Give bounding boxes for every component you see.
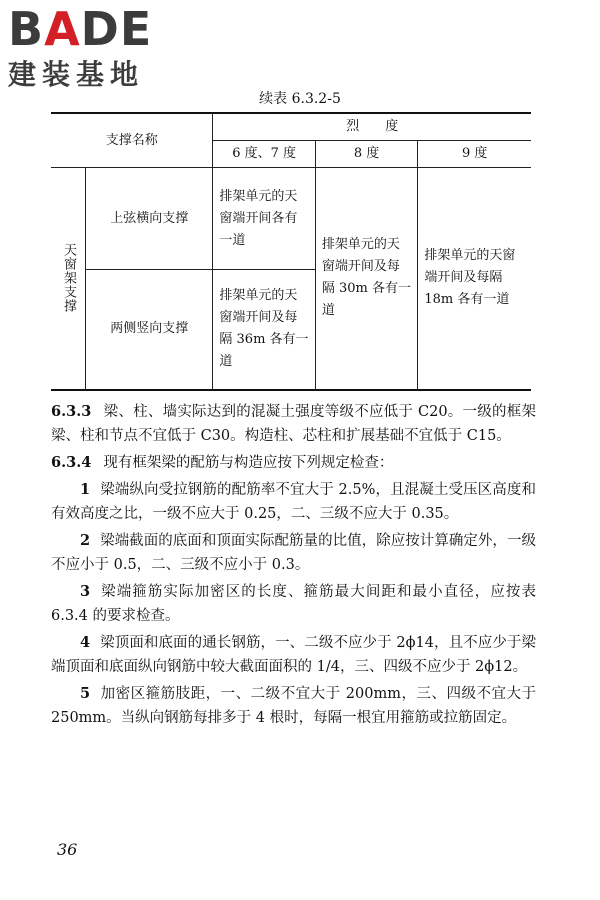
table-caption: 续表 6.3.2-5 — [259, 91, 341, 107]
logo-wordmark: BADE — [8, 2, 153, 56]
row-vertical-support-6-7: 排架单元的天窗端开间及每隔 36m 各有一道 — [213, 270, 315, 390]
section-6-3-4: 6.3.4 现有框架梁的配筋与构造应按下列规定检查： — [51, 454, 394, 471]
body-text — [51, 400, 536, 733]
list-item: 2 梁端截面的底面和顶面实际配筋量的比值，除应按计算确定外，一级不应小于 0.5，二、三级不应小于 0.3。 — [51, 532, 536, 573]
header-9-degree: 9 度 — [418, 141, 531, 168]
list-item: 1 梁端纵向受拉钢筋的配筋率不宜大于 2.5%，且混凝土受压区高度和有效高度之比，一级不应大于 0.25，二、三级不应大于 0.35。 — [51, 481, 536, 522]
merged-8-degree-cell: 排架单元的天窗端开间及每隔 30m 各有一道 — [315, 168, 417, 390]
row-vertical-support-name: 两侧竖向支撑 — [86, 270, 213, 390]
list-item: 3 梁端箍筋实际加密区的长度、箍筋最大间距和最小直径，应按表 6.3.4 的要求检查。 — [51, 583, 536, 624]
row-upper-chord-name: 上弦横向支撑 — [86, 168, 213, 270]
merged-9-degree-cell: 排架单元的天窗端开间及每隔 18m 各有一道 — [418, 168, 531, 390]
group-label-skylight-support: 天窗架支撑 — [51, 168, 86, 390]
list-item: 4 梁顶面和底面的通长钢筋，一、二级不应少于 2ϕ14，且不应少于梁端顶面和底面纵向钢筋中较大截面面积的 1/4，三、四级不应少于 2ϕ12。 — [51, 634, 536, 675]
page-number: 36 — [57, 840, 78, 859]
row-upper-chord-6-7: 排架单元的天窗端开间各有一道 — [213, 168, 315, 270]
section-6-3-3: 6.3.3 梁、柱、墙实际达到的混凝土强度等级不应低于 C20。一级的框架梁、柱和节点不宜低于 C30。构造柱、芯柱和扩展基础不宜低于 C15。 — [51, 403, 536, 444]
logo-subtitle: 建装基地 — [8, 58, 145, 91]
header-intensity: 烈 度 — [213, 113, 531, 141]
list-item: 5 加密区箍筋肢距，一、二级不宜大于 200mm，三、四级不宜大于 250mm。当纵向钢筋每排多于 4 根时，每隔一根宜用箍筋或拉筋固定。 — [51, 685, 536, 726]
header-support-name: 支撑名称 — [51, 113, 213, 168]
header-8-degree: 8 度 — [315, 141, 417, 168]
support-table — [51, 112, 531, 391]
header-6-7-degree: 6 度、7 度 — [213, 141, 315, 168]
brand-logo — [8, 4, 183, 92]
